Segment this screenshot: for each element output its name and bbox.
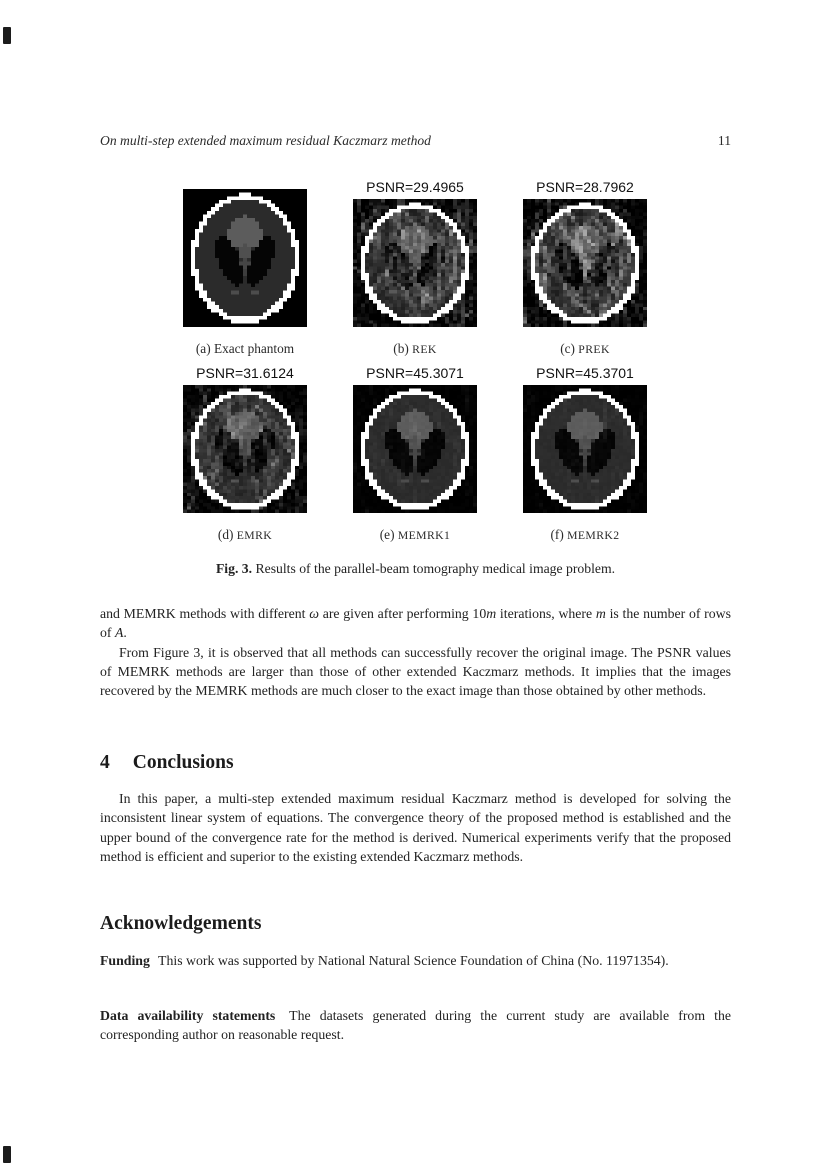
scan-artifact-bottom [3,1146,11,1163]
section-number: 4 [100,752,110,773]
paragraph-continuation: and MEMRK methods with different ω are given after performing 10m iterations, where m is the number of rows of A. [100,606,732,641]
body-text-block-funding [100,951,731,970]
panel-caption-a: (a) Exact phantom [195,341,295,356]
panel-caption-d: (d) EMRK [217,527,273,542]
panel-method-name-d: EMRK [236,529,273,542]
page-number: 11 [717,133,731,148]
psnr-label-f: PSNR=45.3701 [536,365,634,381]
panel-caption-b: (b) REK [393,341,437,356]
paragraph-conclusions: In this paper, a multi-step extended maximum residual Kaczmarz method is developed for solving the inconsistent linear system of equations. The convergence theory of the proposed method is established and the upper bound of the convergence rate for the method is derived. Numerical experiments verify that the proposed method is efficient and superior to the existing extended Kaczmarz methods. [100,791,731,864]
panel-caption-c: (c) PREK [560,341,610,356]
section-title: Conclusions [132,752,234,773]
phantom-image-d [183,385,307,513]
psnr-label-b: PSNR=29.4965 [366,179,464,195]
figure-caption [100,561,731,577]
panel-caption-f: (f) MEMRK2 [550,527,620,542]
paragraph-funding: Funding This work was supported by National Natural Science Foundation of China (No. 11971354). [100,953,669,968]
panel-method-name-a: Exact phantom [213,341,295,356]
psnr-label-c: PSNR=28.7962 [536,179,634,195]
paragraph-figure3-discussion: From Figure 3, it is observed that all methods can successfully recover the original image. The PSNR values of MEMRK methods are larger than those of other extended Kaczmarz methods. It implies that the images recovered by the MEMRK methods are much closer to the exact image than those obtained by other methods. [100,644,731,699]
body-text-block-2 [100,789,731,866]
psnr-label-d: PSNR=31.6124 [196,365,294,381]
panel-method-name-e: MEMRK1 [397,529,451,542]
phantom-image-a [183,189,307,327]
body-text-block-data-availability [100,1006,731,1045]
psnr-label-e: PSNR=45.3071 [366,365,464,381]
phantom-image-c [523,199,647,327]
panel-method-name-f: MEMRK2 [567,529,620,542]
phantom-image-b [353,199,477,327]
heading-acknowledgements: Acknowledgements [100,913,262,934]
panel-method-name-b: REK [412,343,437,356]
paragraph-data-availability: Data availability statements The datasets generated during the current study are available from the corresponding author on reasonable request. [100,1008,731,1043]
panel-caption-e: (e) MEMRK1 [379,527,451,542]
running-title: On multi-step extended maximum residual Kaczmarz method [100,133,431,148]
figure-caption-text: Results of the parallel-beam tomography medical image problem. [255,561,616,576]
phantom-image-f [523,385,647,513]
phantom-image-e [353,385,477,513]
figure-caption-label: Fig. 3. [215,561,253,576]
panel-method-name-c: PREK [578,343,610,356]
body-text-block-1 [100,604,731,700]
section-heading-conclusions [100,752,731,774]
